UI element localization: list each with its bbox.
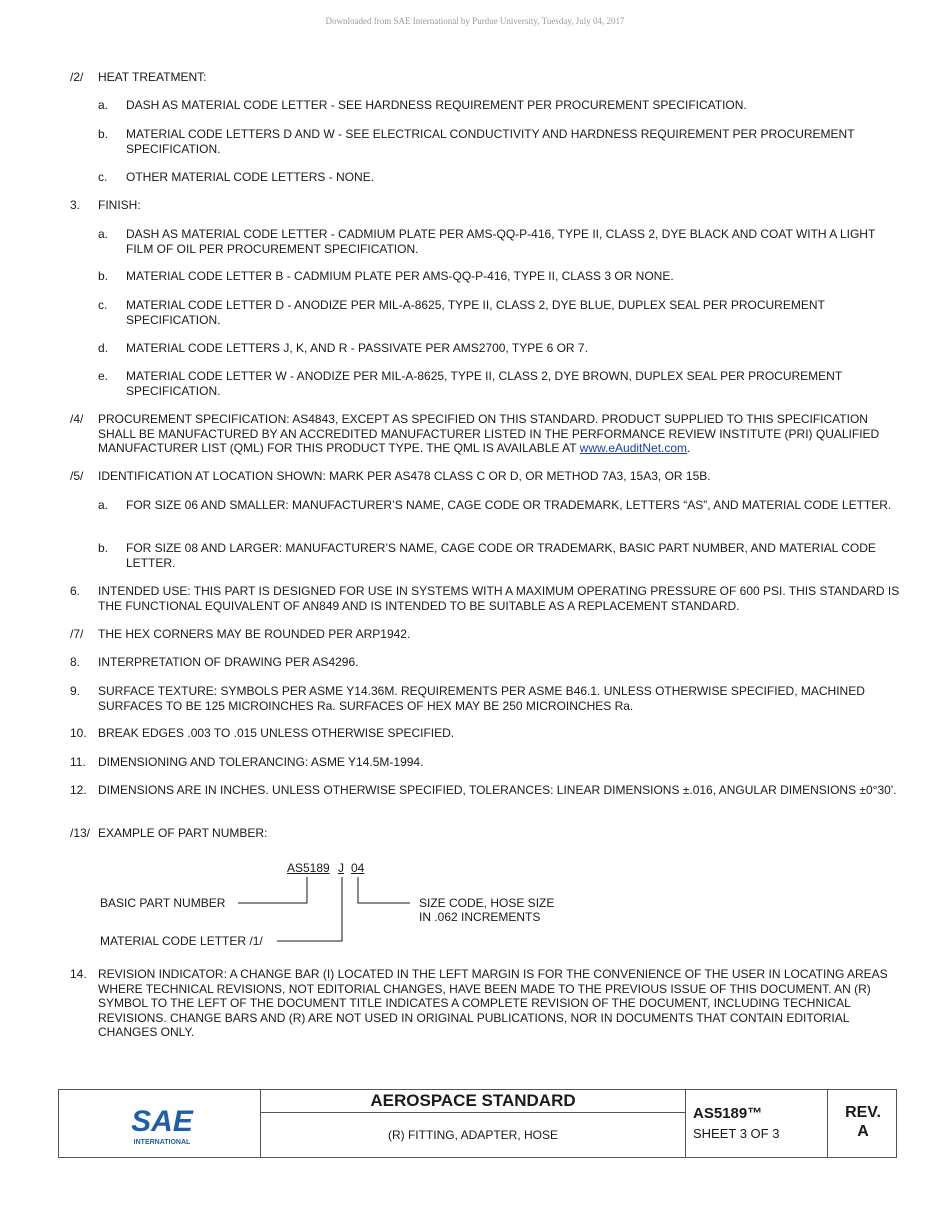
- note-3: [70, 198, 900, 213]
- note-text: DASH AS MATERIAL CODE LETTER - SEE HARDNESS REQUIREMENT PER PROCUREMENT SPECIFICATION.: [126, 98, 747, 112]
- note-2c: [98, 170, 898, 185]
- part-material: J: [338, 861, 344, 875]
- note-text: MATERIAL CODE LETTER B - CADMIUM PLATE PER AMS-QQ-P-416, TYPE II, CLASS 3 OR NONE.: [126, 269, 674, 283]
- note-number: d.: [98, 341, 109, 355]
- note-5a: [98, 498, 898, 513]
- label-basic-part-number: BASIC PART NUMBER: [100, 896, 226, 910]
- note-number: 14.: [70, 967, 87, 981]
- note-number: 11.: [70, 755, 86, 769]
- doc-number: AS5189™: [693, 1105, 763, 1122]
- part-base: AS5189: [287, 861, 330, 875]
- note-number: 6.: [70, 584, 81, 598]
- note-number: /5/: [70, 469, 84, 483]
- label-material-code: MATERIAL CODE LETTER /1/: [100, 934, 263, 948]
- note-text: INTERPRETATION OF DRAWING PER AS4296.: [98, 655, 359, 669]
- note-number: /2/: [70, 70, 84, 84]
- note-5b: [98, 541, 898, 570]
- leader-basic: [238, 877, 307, 903]
- note-text: FOR SIZE 06 AND SMALLER: MANUFACTURER’S NAME, CAGE CODE OR TRADEMARK, LETTERS “AS”, AND MATERIAL CODE LETTER.: [126, 498, 892, 512]
- logo-subtext: INTERNATIONAL: [133, 1139, 191, 1146]
- doc-number-cell: [686, 1090, 828, 1157]
- note-text: MATERIAL CODE LETTER W - ANODIZE PER MIL-A-8625, TYPE II, CLASS 2, DYE BROWN, DUPLEX SEAL PER PROCUREMENT SPECIFICATION.: [126, 369, 842, 398]
- note-9: [70, 684, 900, 713]
- note-number: c.: [98, 298, 108, 312]
- note-text: FINISH:: [98, 198, 141, 212]
- note-3e: [98, 369, 898, 398]
- note-text-end: .: [687, 441, 691, 455]
- note-number: 3.: [70, 198, 81, 212]
- note-text: [98, 412, 900, 456]
- note-text: INTENDED USE: THIS PART IS DESIGNED FOR USE IN SYSTEMS WITH A MAXIMUM OPERATING PRESSURE OF 600 PSI. THIS STANDARD IS THE FUNCTIONAL EQUIVALENT OF AN849 AND IS INTENDED TO BE SUITABLE AS A REPLACEMENT STANDARD.: [98, 584, 900, 613]
- note-number: 12.: [70, 783, 87, 797]
- note-text: IDENTIFICATION AT LOCATION SHOWN: MARK PER AS478 CLASS C OR D, OR METHOD 7A3, 15A3, OR 15B.: [98, 469, 711, 483]
- note-7: [70, 627, 900, 642]
- note-5: [70, 469, 900, 484]
- note-14: [70, 967, 900, 1040]
- title-block: [58, 1089, 897, 1158]
- leader-size: [358, 877, 410, 903]
- note-number: 8.: [70, 655, 81, 669]
- note-text: FOR SIZE 08 AND LARGER: MANUFACTURER’S NAME, CAGE CODE OR TRADEMARK, BASIC PART NUMBER, AND MATERIAL CODE LETTER.: [126, 541, 876, 570]
- note-text: HEAT TREATMENT:: [98, 70, 207, 84]
- note-10: [70, 726, 900, 741]
- note-text: MATERIAL CODE LETTERS J, K, AND R - PASSIVATE PER AMS2700, TYPE 6 OR 7.: [126, 341, 588, 355]
- note-number: a.: [98, 498, 109, 512]
- note-4: [70, 412, 900, 456]
- revision: [828, 1103, 898, 1141]
- logo-cell: [59, 1090, 261, 1157]
- note-number: 10.: [70, 726, 87, 740]
- note-13: [70, 826, 900, 841]
- note-text: BREAK EDGES .003 TO .015 UNLESS OTHERWISE SPECIFIED.: [98, 726, 455, 740]
- note-text-body: PROCUREMENT SPECIFICATION: AS4843, EXCEPT AS SPECIFIED ON THIS STANDARD. PRODUCT SUPPLIED TO THIS SPECIFICATION SHALL BE MANUFACTURED BY AN ACCREDITED MANUFACTURER LISTED IN THE PERFORMANCE REVIEW INSTITUTE (PRI) QUALIFIED MANUFACTURER LIST (QML) FOR THIS PRODUCT TYPE. THE QML IS AVAILABLE AT: [98, 412, 880, 455]
- note-number: b.: [98, 541, 109, 555]
- note-text: THE HEX CORNERS MAY BE ROUNDED PER ARP1942.: [98, 627, 411, 641]
- sheet-number: SHEET 3 OF 3: [693, 1126, 780, 1141]
- note-text: EXAMPLE OF PART NUMBER:: [98, 826, 268, 840]
- note-text: DASH AS MATERIAL CODE LETTER - CADMIUM PLATE PER AMS-QQ-P-416, TYPE II, CLASS 2, DYE BLACK AND COAT WITH A LIGHT FILM OF OIL PER PROCUREMENT SPECIFICATION.: [126, 227, 876, 256]
- sae-logo: [127, 1100, 197, 1148]
- note-number: a.: [98, 98, 109, 112]
- note-number: a.: [98, 227, 109, 241]
- note-number: c.: [98, 170, 108, 184]
- standard-type: AEROSPACE STANDARD: [261, 1090, 685, 1113]
- note-number: /13/: [70, 826, 91, 840]
- download-note: Downloaded from SAE International by Purdue University, Tuesday, July 04, 2017: [325, 16, 625, 26]
- note-text: OTHER MATERIAL CODE LETTERS - NONE.: [126, 170, 375, 184]
- note-3d: [98, 341, 898, 356]
- note-number: 9.: [70, 684, 81, 698]
- note-12: [70, 783, 900, 798]
- note-6: [70, 584, 900, 613]
- note-text: SURFACE TEXTURE: SYMBOLS PER ASME Y14.36M. REQUIREMENTS PER ASME B46.1. UNLESS OTHERWISE SPECIFIED, MACHINED SURFACES TO BE 125 MICROINCHES Ra. SURFACES OF HEX MAY BE 250 MICROINCHES Ra.: [98, 684, 865, 713]
- note-number: b.: [98, 127, 109, 141]
- note-text: MATERIAL CODE LETTERS D AND W - SEE ELECTRICAL CONDUCTIVITY AND HARDNESS REQUIREMENT PER PROCUREMENT SPECIFICATION.: [126, 127, 855, 156]
- note-2: [70, 70, 900, 85]
- note-number: /4/: [70, 412, 84, 426]
- note-number: b.: [98, 269, 109, 283]
- logo-text: SAE: [131, 1105, 193, 1138]
- note-number: e.: [98, 369, 109, 383]
- note-3a: [98, 227, 898, 256]
- label-size-code-2: IN .062 INCREMENTS: [419, 910, 541, 924]
- note-3b: [98, 269, 898, 284]
- note-text: MATERIAL CODE LETTER D - ANODIZE PER MIL-A-8625, TYPE II, CLASS 2, DYE BLUE, DUPLEX SEAL PER PROCUREMENT SPECIFICATION.: [126, 298, 825, 327]
- note-text: DIMENSIONING AND TOLERANCING: ASME Y14.5M-1994.: [98, 755, 424, 769]
- note-11: [70, 755, 900, 770]
- note-2b: [98, 127, 898, 156]
- note-number: /7/: [70, 627, 84, 641]
- document-title: (R) FITTING, ADAPTER, HOSE: [387, 1128, 558, 1142]
- label-size-code-1: SIZE CODE, HOSE SIZE: [419, 896, 555, 910]
- revision-label: REV.: [845, 1104, 881, 1121]
- note-text: REVISION INDICATOR: A CHANGE BAR (I) LOCATED IN THE LEFT MARGIN IS FOR THE CONVENIENCE OF THE USER IN LOCATING AREAS WHERE TECHNICAL REVISIONS, NOT EDITORIAL CHANGES, HAVE BEEN MADE TO THE PREVIOUS ISSUE OF THIS DOCUMENT. AN (R) SYMBOL TO THE LEFT OF THE DOCUMENT TITLE INDICATES A COMPLETE REVISION OF THE DOCUMENT, INCLUDING TECHNICAL REVISIONS. CHANGE BARS AND (R) ARE NOT USED IN ORIGINAL PUBLICATIONS, NOR IN DOCUMENTS THAT CONTAIN EDITORIAL CHANGES ONLY.: [98, 967, 888, 1039]
- note-3c: [98, 298, 898, 327]
- revision-value: A: [857, 1123, 869, 1140]
- revision-cell: [828, 1090, 898, 1157]
- title-cell: [261, 1090, 686, 1157]
- note-2a: [98, 98, 898, 113]
- part-size: 04: [351, 861, 365, 875]
- eauditnet-link[interactable]: www.eAuditNet.com: [579, 441, 688, 455]
- note-8: [70, 655, 900, 670]
- leader-material: [277, 877, 342, 941]
- note-text: DIMENSIONS ARE IN INCHES. UNLESS OTHERWISE SPECIFIED, TOLERANCES: LINEAR DIMENSIONS ±.016, ANGULAR DIMENSIONS ±0°30'.: [98, 783, 897, 797]
